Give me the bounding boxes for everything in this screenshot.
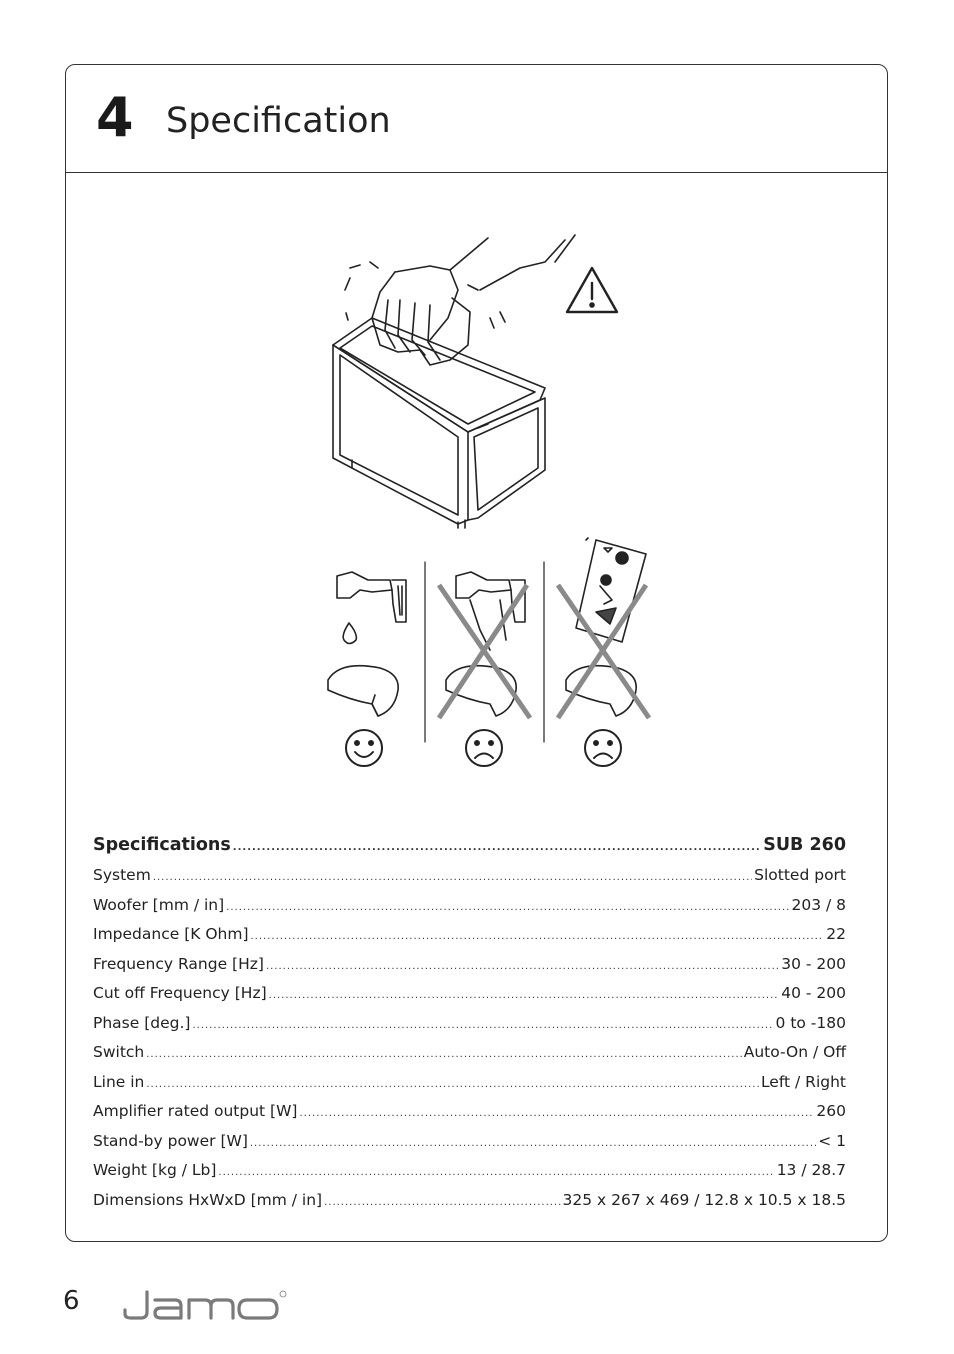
- page-number: 6: [63, 1286, 80, 1316]
- spec-label: System: [93, 866, 151, 884]
- leader-dots: [269, 990, 780, 1001]
- jamo-logo: [123, 1284, 288, 1324]
- spec-row: [93, 1102, 846, 1132]
- spec-label: Frequency Range [Hz]: [93, 954, 264, 973]
- spec-value: 0 to -180: [775, 1013, 846, 1032]
- panel-water-ok: [328, 572, 406, 716]
- leader-dots: [324, 1197, 560, 1208]
- leader-dots: [233, 842, 761, 853]
- leader-dots: [251, 931, 825, 942]
- leader-dots: [226, 902, 789, 913]
- section-number: 4: [96, 86, 134, 149]
- spec-row: [93, 1161, 846, 1191]
- spec-row: [93, 1191, 846, 1221]
- spec-label: Stand-by power [W]: [93, 1131, 248, 1150]
- spec-label: Dimensions HxWxD [mm / in]: [93, 1190, 323, 1209]
- spec-label: Line in: [93, 1072, 145, 1091]
- spec-header-label: Specifications: [93, 835, 231, 855]
- spec-label: Woofer [mm / in]: [93, 895, 225, 914]
- leader-dots: [153, 872, 752, 883]
- spec-row: [93, 925, 846, 955]
- spec-row: [93, 1043, 846, 1073]
- warning-triangle-icon: [567, 268, 617, 312]
- smiley-happy-icon: [346, 730, 382, 766]
- spec-value: 260: [816, 1102, 846, 1120]
- leader-dots: [250, 1138, 816, 1149]
- spec-value: 13 / 28.7: [776, 1161, 846, 1179]
- spec-row: [93, 866, 846, 896]
- spec-table: [93, 835, 846, 1220]
- spec-row: [93, 1132, 846, 1162]
- spec-label: Switch: [93, 1043, 145, 1061]
- leader-dots: [192, 1020, 773, 1031]
- spec-header-row: [93, 835, 846, 866]
- section-title: Specification: [166, 101, 391, 141]
- leader-dots: [266, 961, 779, 972]
- smiley-sad-icon: [466, 730, 502, 766]
- spec-row: [93, 896, 846, 926]
- spec-row: [93, 1014, 846, 1044]
- spec-value: Slotted port: [754, 866, 846, 884]
- spec-value: 40 - 200: [781, 984, 846, 1002]
- leader-dots: [146, 1049, 741, 1060]
- leader-dots: [218, 1167, 774, 1178]
- spec-value: 22: [826, 925, 846, 943]
- spec-value: 325 x 267 x 469 / 12.8 x 10.5 x 18.5: [562, 1190, 846, 1209]
- spec-value: 30 - 200: [781, 954, 846, 973]
- subwoofer-cabinet: [333, 318, 545, 528]
- leader-dots: [146, 1079, 759, 1090]
- spec-label: Weight [kg / Lb]: [93, 1161, 217, 1179]
- spec-row: [93, 955, 846, 985]
- spec-row: [93, 984, 846, 1014]
- spec-label: Cut off Frequency [Hz]: [93, 984, 267, 1002]
- spec-value: Left / Right: [760, 1072, 846, 1091]
- leader-dots: [299, 1108, 814, 1119]
- spec-value: < 1: [818, 1131, 846, 1150]
- spec-value: Auto-On / Off: [743, 1043, 846, 1061]
- spec-label: Phase [deg.]: [93, 1013, 191, 1032]
- spec-label: Impedance [K Ohm]: [93, 925, 249, 943]
- spec-label: Amplifier rated output [W]: [93, 1102, 298, 1120]
- hand-cloth: [345, 235, 575, 365]
- spec-header-value: SUB 260: [763, 835, 846, 855]
- spec-row: [93, 1073, 846, 1103]
- smiley-sad-icon: [585, 730, 621, 766]
- spec-value: 203 / 8: [791, 895, 846, 914]
